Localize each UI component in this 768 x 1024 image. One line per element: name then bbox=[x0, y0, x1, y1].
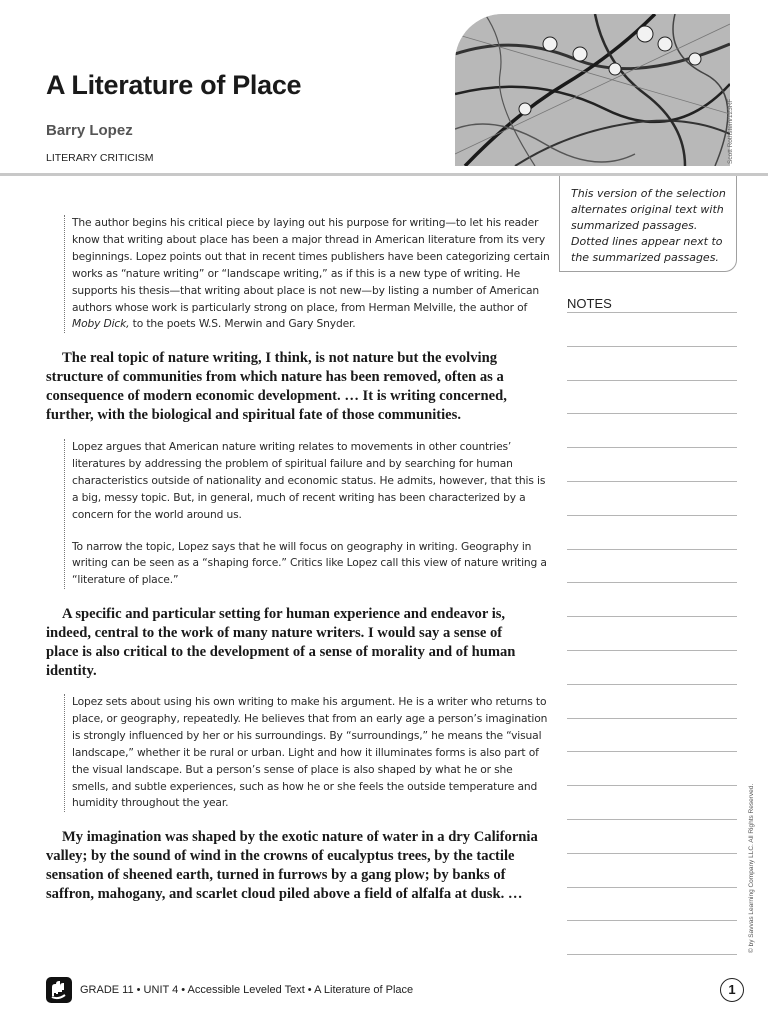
summary-passage-3 bbox=[64, 694, 550, 812]
notes-label: NOTES bbox=[567, 296, 612, 311]
summary-passage-2 bbox=[64, 439, 550, 589]
publisher-logo-icon bbox=[46, 977, 72, 1003]
summary-paragraph: Lopez sets about using his own writing to make his argument. He is a writer who returns to place, or geography, repeatedly. He believes that from an early age a person’s imagination is strongly influenced by her or his surroundings. By “surroundings,” he means the “visual landscape,” whether it be rural or urban. Light and how it illuminates forms is also part of the visual landscape. But a person’s sense of place is also shaped by what he or she smells, and subtle experiences, such as how he or she feels the outside temperature and humidity throughout the year. bbox=[72, 695, 548, 810]
summary-paragraph: Lopez argues that American nature writing relates to movements in other countries’ literatures by addressing the problem of spiritual failure and by searching for human characteristics outside of nationality and economic status. He admits, however, that this is a big, messy topic. But, in general, much of recent writing has been characterized by a concern for the world around us. bbox=[72, 440, 546, 521]
notes-line bbox=[567, 718, 737, 719]
summary-paragraph: To narrow the topic, Lopez says that he will focus on geography in writing. Geography in writing can be seen as a “shaping force.” Critics like Lopez call this view of nature writing a “literature of place.” bbox=[72, 539, 547, 587]
book-title: Moby Dick, bbox=[72, 317, 130, 331]
page-title: A Literature of Place bbox=[46, 70, 302, 100]
map-photo bbox=[455, 14, 730, 166]
notes-line bbox=[567, 549, 737, 550]
author-name: Barry Lopez bbox=[46, 122, 133, 139]
footer-course-info: GRADE 11 • UNIT 4 • Accessible Leveled Text • A Literature of Place bbox=[80, 984, 414, 996]
original-passage-3: My imagination was shaped by the exotic nature of water in a dry California valley; by the sound of wind in the crowns of eucalyptus trees, by the tactile sensation of sheened earth, turned in furrows by a gang plow; by banks of saffron, mahogany, and scarlet cloud piled above a field of alfalfa at dusk. … bbox=[46, 829, 538, 902]
page-number: 1 bbox=[720, 978, 744, 1002]
notes-line bbox=[567, 481, 737, 482]
notes-line bbox=[567, 616, 737, 617]
selection-info-callout: This version of the selection alternates original text with summarized passages. Dotted lines appear next to the summarized passages. bbox=[559, 176, 737, 272]
notes-line bbox=[567, 954, 737, 955]
summary-passage-1 bbox=[64, 215, 550, 333]
notes-line bbox=[567, 582, 737, 583]
notes-line bbox=[567, 447, 737, 448]
notes-line bbox=[567, 819, 737, 820]
notes-line bbox=[567, 312, 737, 313]
notes-line bbox=[567, 887, 737, 888]
notes-line bbox=[567, 515, 737, 516]
notes-line bbox=[567, 785, 737, 786]
notes-line bbox=[567, 346, 737, 347]
summary-paragraph: The author begins his critical piece by laying out his purpose for writing—to let his reader know that writing about place has been a major thread in American literature from its very beginnings. Lopez points out that in recent times publishers have been categorizing certain works as “nature writing” or “landscape writing,” as if this is a new type of writing. He supports his thesis—that writing about place is not new—by listing a number of American authors whose work is particularly strong on place, from Herman Melville, the author of Moby Dick, to the poets W.S. Merwin and Gary Snyder. bbox=[72, 216, 550, 331]
notes-line bbox=[567, 920, 737, 921]
copyright-notice: © by Savvas Learning Company LLC. All Rights Reserved. bbox=[748, 783, 755, 953]
original-passage-2: A specific and particular setting for human experience and endeavor is, indeed, central to the work of many nature writers. I would say a sense of place is also critical to the development of a sense of morality and of human identity. bbox=[46, 606, 516, 679]
notes-line bbox=[567, 751, 737, 752]
notes-line bbox=[567, 684, 737, 685]
photo-credit: Scott Rothstein/123RF bbox=[727, 98, 734, 164]
notes-line bbox=[567, 413, 737, 414]
notes-line bbox=[567, 380, 737, 381]
notes-line bbox=[567, 650, 737, 651]
notes-line bbox=[567, 853, 737, 854]
original-passage-1: The real topic of nature writing, I think, is not nature but the evolving structure of communities from which nature has been removed, often as a consequence of modern economic development. … It is writing concerned, further, with the biological and spiritual fate of those communities. bbox=[46, 350, 507, 423]
notes-lines bbox=[567, 312, 737, 988]
genre-label: LITERARY CRITICISM bbox=[46, 152, 154, 164]
